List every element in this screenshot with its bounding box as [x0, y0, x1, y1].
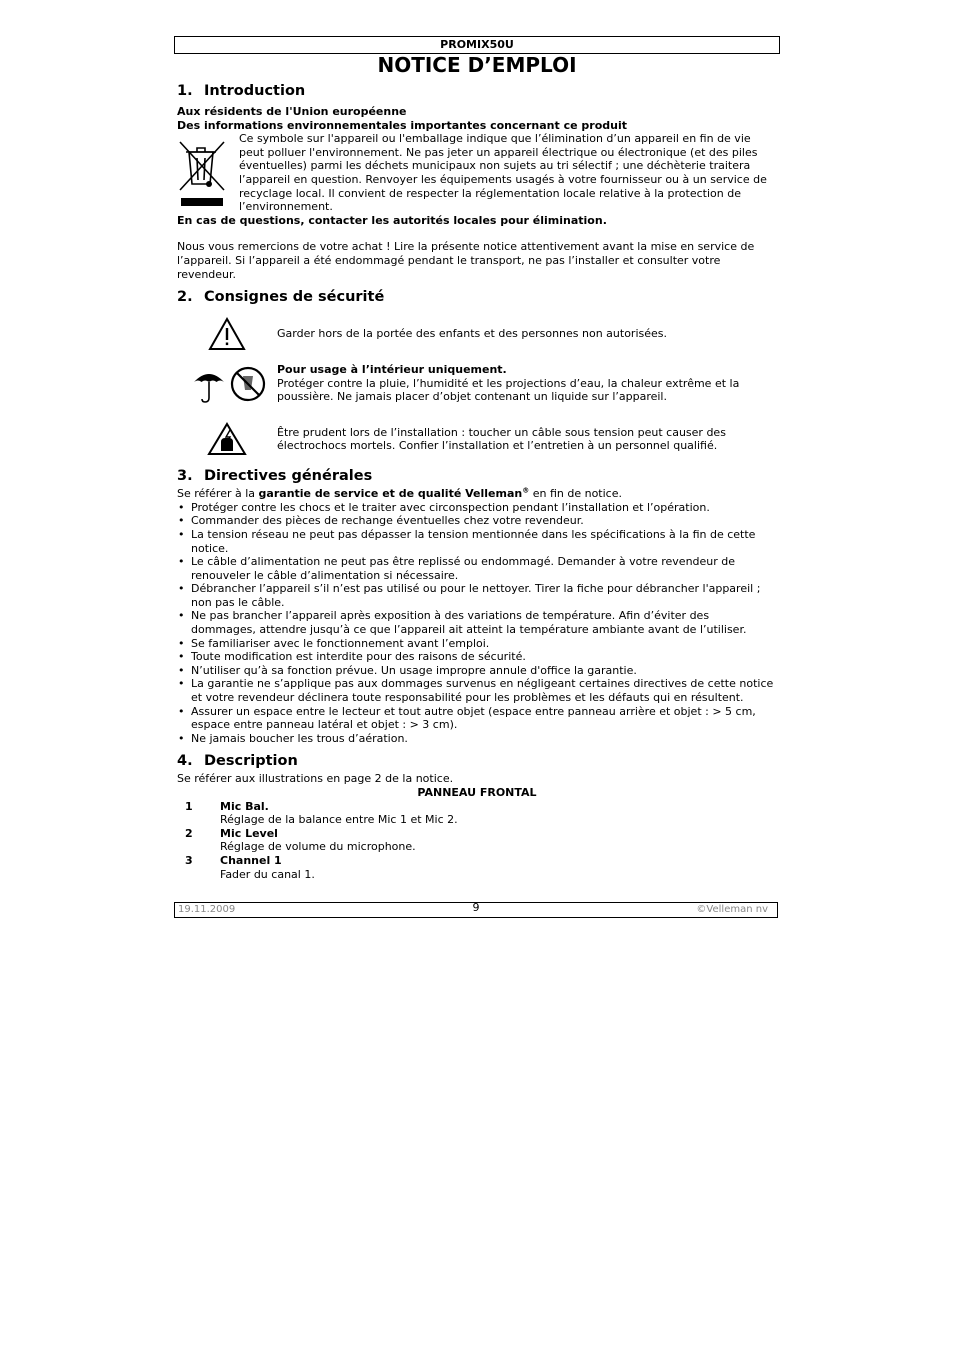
- description-item: [177, 800, 777, 827]
- safety-item-electric: [177, 421, 777, 457]
- list-item: • Ne jamais boucher les trous d’aération.: [177, 732, 777, 746]
- section-heading-description: 4. Description: [177, 753, 298, 770]
- weee-block: [177, 132, 777, 214]
- warning-triangle-icon: [177, 316, 277, 352]
- umbrella-icon: [191, 364, 227, 404]
- item-number: 1: [185, 799, 193, 813]
- eu-residents-label: Aux résidents de l'Union européenne: [177, 105, 407, 118]
- item-title: Mic Bal.: [220, 799, 269, 813]
- description-intro: Se référer aux illustrations en page 2 de la notice.: [177, 772, 454, 786]
- item-title: Mic Level: [220, 826, 278, 840]
- item-number: 2: [185, 826, 193, 840]
- crossed-out-bin-icon: [177, 132, 239, 214]
- page-number: 9: [472, 901, 480, 914]
- indoor-text: Protéger contre la pluie, l’humidité et les projections d’eau, la chaleur extrême et la poussière. Ne jamais placer d’objet contenant un liquide sur l’appareil.: [277, 376, 740, 404]
- electric-shock-icon: [177, 421, 277, 457]
- list-item: • Ne pas brancher l’appareil après exposition à des variations de température. Afin d’éviter des dommages, attendre jusqu’à ce que l’appareil ait atteint la température ambiante avant de l’utiliser.: [177, 609, 777, 636]
- footer-date: 19.11.2009: [178, 904, 236, 915]
- description-item: [177, 854, 777, 881]
- footer-copyright: ©Velleman nv: [696, 904, 768, 915]
- list-item: • Assurer un espace entre le lecteur et tout autre objet (espace entre panneau arrière et objet : > 5 cm, espace entre panneau latéral et objet : > 3 cm).: [177, 705, 777, 732]
- item-title: Channel 1: [220, 853, 282, 867]
- item-text: Fader du canal 1.: [220, 867, 315, 881]
- item-text: Réglage de la balance entre Mic 1 et Mic 2.: [220, 813, 458, 827]
- document-title: NOTICE D’EMPLOI: [377, 53, 577, 77]
- description-item: [177, 827, 777, 854]
- section-heading-general: 3. Directives générales: [177, 468, 373, 485]
- general-guidelines-list: [177, 501, 777, 746]
- no-liquid-icon: [229, 365, 267, 403]
- list-item: • La tension réseau ne peut pas dépasser la tension mentionnée dans les spécifications à la fin de cette notice.: [177, 528, 777, 555]
- list-item: • N’utiliser qu’à sa fonction prévue. Un usage impropre annule d'office la garantie.: [177, 664, 777, 678]
- safety-item-children: [177, 314, 777, 354]
- list-item: • La garantie ne s’applique pas aux dommages survenus en négligeant certaines directives de cette notice et votre revendeur déclinera toute responsabilité pour les problèmes et les défauts qui en résultent.: [177, 677, 777, 704]
- section-heading-introduction: 1. Introduction: [177, 83, 306, 99]
- safety-text-electric: Être prudent lors de l’installation : toucher un câble sous tension peut causer des électrochocs mortels. Confier l’installation et l’entretien à un personnel qualifié.: [277, 425, 726, 453]
- list-item: • Commander des pièces de rechange éventuelles chez votre revendeur.: [177, 514, 777, 528]
- general-intro: Se référer à la garantie de service et de qualité Velleman® en fin de notice.: [177, 486, 622, 501]
- list-item: • Le câble d’alimentation ne peut pas être replissé ou endommagé. Demander à votre revendeur de renouveler le câble d’alimentation si nécessaire.: [177, 555, 777, 582]
- indoor-icons: [177, 363, 277, 405]
- front-panel-title: PANNEAU FRONTAL: [417, 786, 537, 799]
- model-header: PROMIX50U: [174, 36, 780, 54]
- indoor-title: Pour usage à l’intérieur uniquement.: [277, 363, 507, 377]
- list-item: • Protéger contre les chocs et le traiter avec circonspection pendant l’installation et l’opération.: [177, 501, 777, 515]
- thanks-paragraph: Nous vous remercions de votre achat ! Lire la présente notice attentivement avant la mise en service de l’appareil. Si l’appareil a été endommagé pendant le transport, ne pas l’installer et consulter votre revendeur.: [177, 240, 755, 281]
- list-item: • Toute modification est interdite pour des raisons de sécurité.: [177, 650, 777, 664]
- weee-text: Ce symbole sur l'appareil ou l'emballage indique que l’élimination d’un appareil en fin de vie peut polluer l'environnement. Ne pas jeter un appareil électrique ou électronique (et des piles éventuelles) parmi les déchets municipaux non sujets au tri sélectif ; une déchèterie traitera l’appareil en question. Renvoyer les équipements usagés à votre fournisseur ou à un service de recyclage local. Il convient de respecter la réglementation locale relative à la protection de l’environnement.: [239, 132, 767, 214]
- safety-text-indoor: [277, 363, 777, 404]
- item-text: Réglage de volume du microphone.: [220, 840, 416, 854]
- questions-text: En cas de questions, contacter les autorités locales pour élimination.: [177, 213, 607, 227]
- page-footer: [174, 902, 778, 918]
- safety-item-indoor: [177, 363, 777, 405]
- list-item: • Se familiariser avec le fonctionnement avant l’emploi.: [177, 637, 777, 651]
- list-item: • Débrancher l’appareil s’il n’est pas utilisé ou pour le nettoyer. Tirer la fiche pour débrancher l'appareil ; non pas le câble.: [177, 582, 777, 609]
- safety-text-children: Garder hors de la portée des enfants et des personnes non autorisées.: [277, 327, 668, 341]
- section-heading-safety: 2. Consignes de sécurité: [177, 289, 385, 306]
- content: [177, 82, 777, 881]
- item-number: 3: [185, 853, 193, 867]
- env-info-label: Des informations environnementales importantes concernant ce produit: [177, 118, 627, 132]
